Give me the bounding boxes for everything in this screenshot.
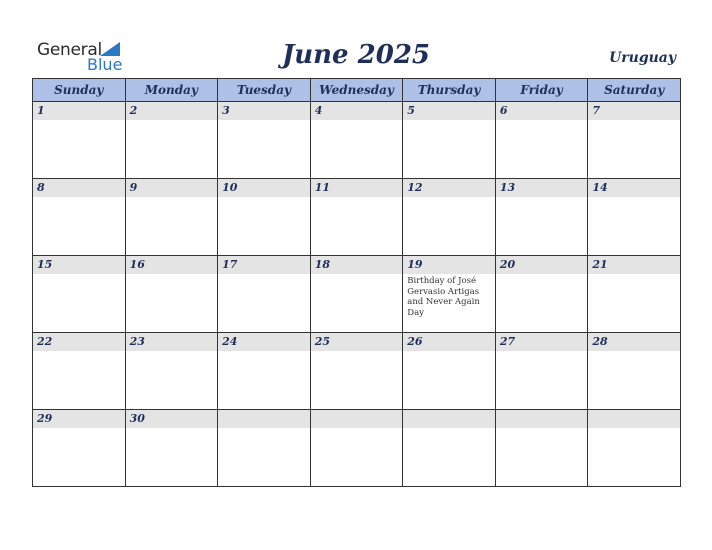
day-number (588, 410, 680, 428)
day-cell (33, 179, 126, 256)
weekday-header-row (33, 79, 681, 102)
empty-day-cell (310, 410, 403, 487)
empty-day-cell (495, 410, 588, 487)
day-cell (495, 102, 588, 179)
day-number: 19 (403, 256, 495, 274)
day-number: 17 (218, 256, 310, 274)
day-number: 22 (33, 333, 125, 351)
day-cell (218, 256, 311, 333)
day-number: 13 (496, 179, 588, 197)
week-row (33, 256, 681, 333)
day-cell (588, 256, 681, 333)
day-number: 16 (126, 256, 218, 274)
day-cell (403, 256, 496, 333)
empty-day-cell (588, 410, 681, 487)
week-row (33, 333, 681, 410)
day-cell (588, 179, 681, 256)
day-cell (125, 102, 218, 179)
day-number: 20 (496, 256, 588, 274)
weekday-header: Monday (125, 79, 218, 102)
day-cell (588, 102, 681, 179)
day-number (403, 410, 495, 428)
day-number: 15 (33, 256, 125, 274)
day-cell (125, 179, 218, 256)
day-number: 14 (588, 179, 680, 197)
day-number: 5 (403, 102, 495, 120)
day-number: 4 (311, 102, 403, 120)
day-cell (33, 256, 126, 333)
weekday-header: Thursday (403, 79, 496, 102)
day-number: 3 (218, 102, 310, 120)
weekday-header: Tuesday (218, 79, 311, 102)
week-row (33, 179, 681, 256)
day-number: 30 (126, 410, 218, 428)
weekday-header: Wednesday (310, 79, 403, 102)
day-cell (33, 410, 126, 487)
day-cell (218, 333, 311, 410)
day-cell (403, 333, 496, 410)
day-number: 6 (496, 102, 588, 120)
day-cell (495, 179, 588, 256)
day-cell (310, 179, 403, 256)
day-number: 18 (311, 256, 403, 274)
weekday-header: Saturday (588, 79, 681, 102)
day-cell (495, 256, 588, 333)
calendar-grid (32, 78, 681, 487)
weekday-header: Friday (495, 79, 588, 102)
weekday-header: Sunday (33, 79, 126, 102)
country-name: Uruguay (609, 50, 676, 66)
day-number: 26 (403, 333, 495, 351)
holiday-label: Birthday of José Gervasio Artigas and Never Again Day (407, 276, 480, 318)
week-row (33, 410, 681, 487)
day-number: 11 (311, 179, 403, 197)
day-number: 21 (588, 256, 680, 274)
day-number: 9 (126, 179, 218, 197)
day-cell (310, 102, 403, 179)
day-number: 23 (126, 333, 218, 351)
day-number (311, 410, 403, 428)
day-number: 8 (33, 179, 125, 197)
day-cell (218, 179, 311, 256)
day-number: 1 (33, 102, 125, 120)
day-number: 28 (588, 333, 680, 351)
day-number: 25 (311, 333, 403, 351)
calendar-title: June 2025 (281, 40, 431, 70)
day-number: 10 (218, 179, 310, 197)
day-number: 12 (403, 179, 495, 197)
day-cell (403, 102, 496, 179)
day-number: 7 (588, 102, 680, 120)
day-cell (310, 333, 403, 410)
logo-text-general: General (37, 40, 102, 60)
day-number: 2 (126, 102, 218, 120)
day-cell (33, 102, 126, 179)
day-cell (495, 333, 588, 410)
day-number: 29 (33, 410, 125, 428)
week-row (33, 102, 681, 179)
day-cell (403, 179, 496, 256)
day-number: 24 (218, 333, 310, 351)
day-number (218, 410, 310, 428)
day-cell (218, 102, 311, 179)
logo-text-blue: Blue (87, 55, 123, 74)
day-cell (125, 256, 218, 333)
day-cell (588, 333, 681, 410)
day-cell (125, 333, 218, 410)
day-cell (33, 333, 126, 410)
empty-day-cell (403, 410, 496, 487)
day-number: 27 (496, 333, 588, 351)
day-number (496, 410, 588, 428)
day-cell (310, 256, 403, 333)
day-cell (125, 410, 218, 487)
empty-day-cell (218, 410, 311, 487)
